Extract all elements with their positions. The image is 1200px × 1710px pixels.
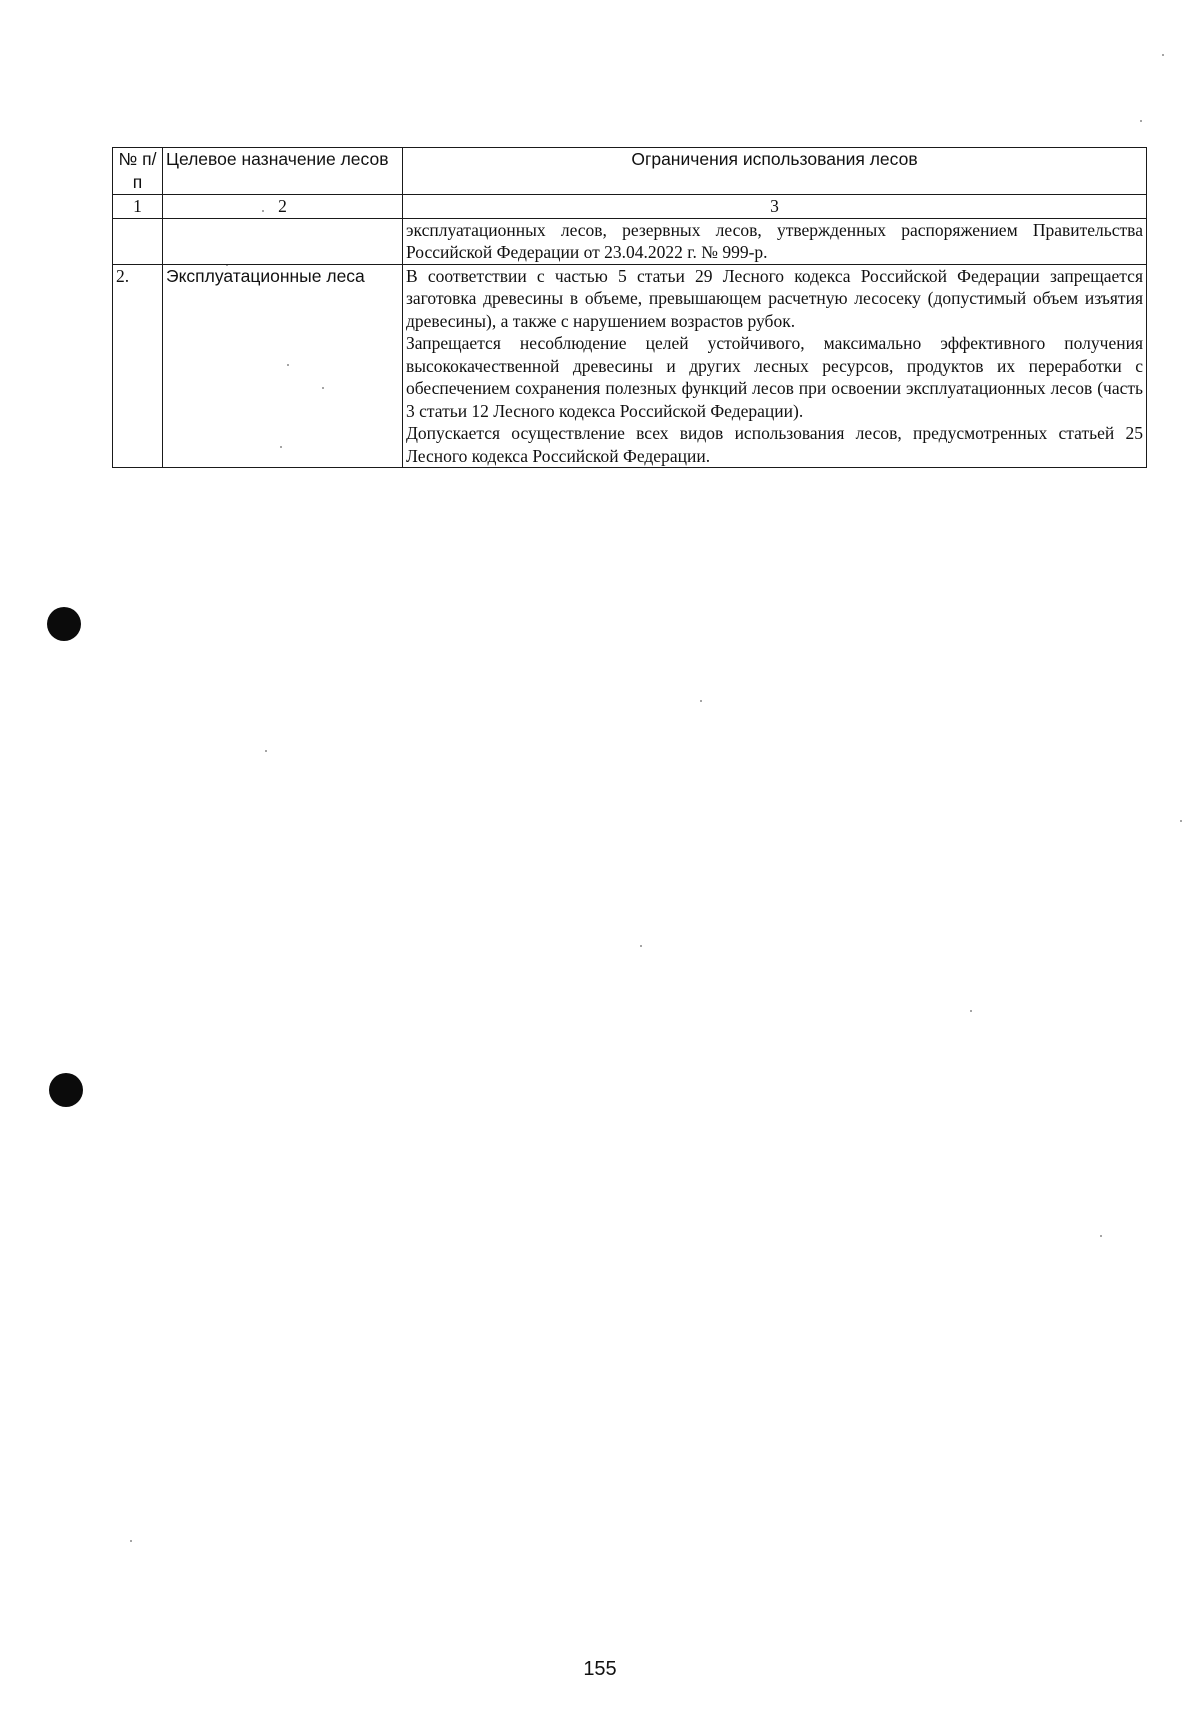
row-purpose	[163, 218, 403, 264]
scan-speck	[1162, 54, 1164, 56]
row-restrictions	[403, 264, 1147, 468]
row-purpose: Эксплуатационные леса	[163, 264, 403, 468]
scan-speck	[700, 700, 702, 702]
column-number: 3	[403, 195, 1147, 219]
restriction-paragraph: Допускается осуществление всех видов использования лесов, предусмотренных статьей 25 Лесного кодекса Российской Федерации.	[406, 423, 1143, 466]
restriction-paragraph: Запрещается несоблюдение целей устойчивого, максимально эффективного получения высококачественной древесины и других лесных ресурсов, продуктов их переработки с обеспечением сохранения полезных функций лесов при освоении эксплуатационных лесов (часть 3 статьи 12 Лесного кодекса Российской Федерации).	[406, 333, 1143, 421]
scan-speck	[1140, 120, 1142, 122]
scan-speck	[130, 1540, 132, 1542]
column-number-row	[113, 195, 1147, 219]
header-number: № п/п	[113, 148, 163, 195]
row-number: 2.	[113, 264, 163, 468]
table-header-row	[113, 148, 1147, 195]
restriction-paragraph: В соответствии с частью 5 статьи 29 Лесного кодекса Российской Федерации запрещается заготовка древесины в объеме, превышающем расчетную лесосеку (допустимый объем изъятия древесины), а также с нарушением возрастов рубок.	[406, 265, 1143, 331]
scan-speck	[1100, 1235, 1102, 1237]
page-number: 155	[583, 1658, 617, 1680]
row-restrictions	[403, 218, 1147, 264]
scan-speck	[640, 945, 642, 947]
forest-restrictions-table	[112, 147, 1147, 468]
column-number: 2	[163, 195, 403, 219]
punch-hole-top	[47, 607, 81, 641]
scan-speck	[1180, 820, 1182, 822]
header-restrictions: Ограничения использования лесов	[403, 148, 1147, 195]
header-purpose: Целевое назначение лесов	[163, 148, 403, 195]
table-row	[113, 264, 1147, 468]
table-row	[113, 218, 1147, 264]
row-number	[113, 218, 163, 264]
scan-speck	[970, 1010, 972, 1012]
column-number: 1	[113, 195, 163, 219]
punch-hole-bottom	[49, 1073, 83, 1107]
scan-speck	[265, 750, 267, 752]
restriction-paragraph: эксплуатационных лесов, резервных лесов, утвержденных распоряжением Правительства Российской Федерации от 23.04.2022 г. № 999-р.	[406, 219, 1143, 262]
